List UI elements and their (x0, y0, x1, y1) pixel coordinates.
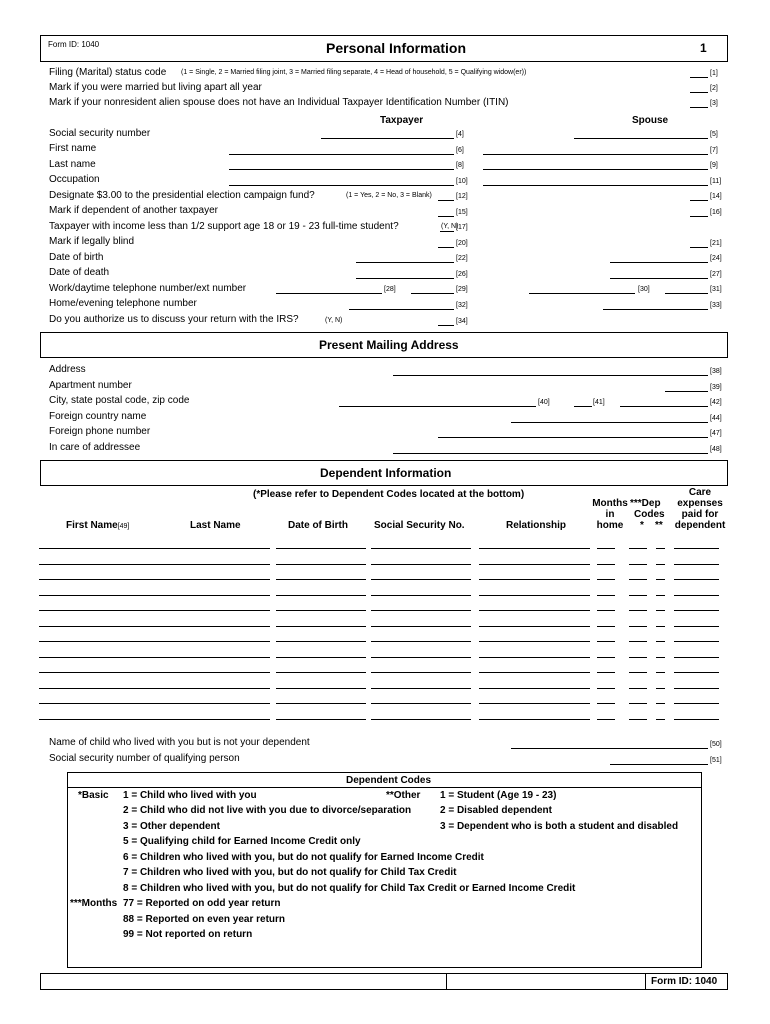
col-star1: * (640, 520, 644, 531)
dependent-row-8-first-name-input[interactable] (39, 657, 270, 658)
spouse-dob-input[interactable] (610, 262, 708, 263)
taxpayer-column-header: Taxpayer (380, 115, 424, 126)
dependent-row-12-dob-input[interactable] (371, 719, 471, 720)
dependent-row-9-first-name-input[interactable] (39, 672, 270, 673)
dependent-row-2-first-name-input[interactable] (39, 564, 270, 565)
col-months: Months in home (592, 498, 628, 531)
footer-form-id: Form ID: 1040 (651, 976, 718, 987)
care-of-label: In care of addressee (49, 442, 141, 453)
dependent-row-12-first-name-input[interactable] (39, 719, 270, 720)
codes-other-2: 2 = Disabled dependent (440, 805, 552, 816)
field-8-number: [8] (456, 162, 464, 169)
dependent-row-6-code2-input[interactable] (656, 626, 665, 627)
field-14-number: [14] (710, 193, 722, 200)
last-name-label: Last name (49, 159, 96, 170)
dependent-row-1-code2-input[interactable] (656, 548, 665, 549)
field-31-number: [31] (710, 286, 722, 293)
dependent-row-9-months-input[interactable] (597, 672, 615, 673)
dependent-row-4-code1-input[interactable] (629, 595, 647, 596)
field-12-number: [12] (456, 193, 468, 200)
spouse-work-ext-input[interactable] (665, 293, 708, 294)
field-32-number: [32] (456, 302, 468, 309)
spouse-first-name-input[interactable] (483, 154, 708, 155)
dependent-row-1-code1-input[interactable] (629, 548, 647, 549)
spouse-dod-input[interactable] (610, 278, 708, 279)
dependent-row-5-ssn-input[interactable] (479, 610, 590, 611)
field-5-number: [5] (710, 131, 718, 138)
dependent-row-6-ssn-input[interactable] (479, 626, 590, 627)
dependent-row-11-dob-input[interactable] (371, 703, 471, 704)
taxpayer-work-ext-input[interactable] (411, 293, 454, 294)
dependent-row-8-code2-input[interactable] (656, 657, 665, 658)
dependent-row-7-care-input[interactable] (674, 641, 719, 642)
dependent-row-1-last-name-input[interactable] (276, 548, 366, 549)
dependent-row-2-code2-input[interactable] (656, 564, 665, 565)
footer-divider-2 (645, 973, 646, 990)
field-3-input[interactable] (690, 107, 708, 108)
codes-basic-5: 5 = Qualifying child for Earned Income Credit only (123, 836, 361, 847)
dependent-row-4-months-input[interactable] (597, 595, 615, 596)
dependent-row-7-dob-input[interactable] (371, 641, 471, 642)
dependent-row-6-months-input[interactable] (597, 626, 615, 627)
codes-basic-3: 3 = Other dependent (123, 821, 220, 832)
field-21-number: [21] (710, 240, 722, 247)
dependent-row-1-dob-input[interactable] (371, 548, 471, 549)
address-input[interactable] (393, 375, 708, 376)
col-star2: ** (655, 520, 663, 531)
occupation-label: Occupation (49, 174, 100, 185)
foreign-phone-label: Foreign phone number (49, 426, 151, 437)
dependent-row-11-ssn-input[interactable] (479, 703, 590, 704)
dependent-row-4-care-input[interactable] (674, 595, 719, 596)
codes-basic-1: 1 = Child who lived with you (123, 790, 257, 801)
codes-months-99: 99 = Not reported on return (123, 929, 253, 940)
col-dob: Date of Birth (288, 520, 348, 531)
dependent-row-3-first-name-input[interactable] (39, 579, 270, 580)
taxpayer-home-phone-input[interactable] (349, 309, 454, 310)
col-first-name (66, 520, 129, 532)
dependent-row-12-code1-input[interactable] (629, 719, 647, 720)
dependent-row-11-code1-input[interactable] (629, 703, 647, 704)
codes-basic-2: 2 = Child who did not live with you due to divorce/separation (123, 805, 412, 816)
footer-divider-1 (446, 973, 447, 990)
student-income-note: (Y, N) (441, 223, 459, 230)
field-16-number: [16] (710, 209, 722, 216)
dependent-row-4-ssn-input[interactable] (479, 595, 590, 596)
dependent-row-2-months-input[interactable] (597, 564, 615, 565)
field-41-number: [41] (593, 399, 605, 406)
dependent-row-12-last-name-input[interactable] (276, 719, 366, 720)
dependent-row-3-code1-input[interactable] (629, 579, 647, 580)
qualifying-ssn-input[interactable] (610, 764, 708, 765)
dependent-row-1-first-name-input[interactable] (39, 548, 270, 549)
legally-blind-label: Mark if legally blind (49, 236, 135, 247)
field-40-number: [40] (538, 399, 550, 406)
first-name-label: First name (49, 143, 97, 154)
dependent-row-4-dob-input[interactable] (371, 595, 471, 596)
dependent-row-7-last-name-input[interactable] (276, 641, 366, 642)
spouse-campaign-input[interactable] (690, 200, 708, 201)
dependent-row-9-last-name-input[interactable] (276, 672, 366, 673)
dependent-row-5-last-name-input[interactable] (276, 610, 366, 611)
dependent-row-10-dob-input[interactable] (371, 688, 471, 689)
dependent-row-10-care-input[interactable] (674, 688, 719, 689)
dob-label: Date of birth (49, 252, 104, 263)
dependent-row-4-first-name-input[interactable] (39, 595, 270, 596)
dependent-row-7-code2-input[interactable] (656, 641, 665, 642)
dependent-note: (*Please refer to Dependent Codes located at the bottom) (253, 489, 525, 500)
field-22-number: [22] (456, 255, 468, 262)
dependent-row-9-code1-input[interactable] (629, 672, 647, 673)
taxpayer-dob-input[interactable] (356, 262, 454, 263)
care-of-input[interactable] (393, 453, 708, 454)
spouse-ssn-input[interactable] (574, 138, 708, 139)
taxpayer-first-name-input[interactable] (229, 154, 454, 155)
dependent-row-6-last-name-input[interactable] (276, 626, 366, 627)
dependent-row-9-ssn-input[interactable] (479, 672, 590, 673)
dependent-row-6-code1-input[interactable] (629, 626, 647, 627)
dependent-row-3-ssn-input[interactable] (479, 579, 590, 580)
dependent-of-another-label: Mark if dependent of another taxpayer (49, 205, 218, 216)
dependent-row-9-code2-input[interactable] (656, 672, 665, 673)
field-42-number: [42] (710, 399, 722, 406)
dependent-row-5-code2-input[interactable] (656, 610, 665, 611)
dependent-row-10-ssn-input[interactable] (479, 688, 590, 689)
field-6-number: [6] (456, 147, 464, 154)
taxpayer-student-input[interactable] (440, 231, 454, 232)
dependent-row-2-care-input[interactable] (674, 564, 719, 565)
filing-status-note: (1 = Single, 2 = Married filing joint, 3 = Married filing separate, 4 = Head of household, 5 = Qualifying widow(er)) (181, 69, 527, 76)
zip-input[interactable] (620, 406, 708, 407)
field-11-number: [11] (710, 178, 722, 185)
codes-title: Dependent Codes (346, 775, 432, 786)
field-1-number: [1] (710, 70, 718, 77)
spouse-dependent-of-another-input[interactable] (690, 216, 708, 217)
col-relationship: Relationship (506, 520, 567, 531)
dependent-row-10-code2-input[interactable] (656, 688, 665, 689)
field-2-input[interactable] (690, 92, 708, 93)
dod-label: Date of death (49, 267, 110, 278)
codes-months-77: 77 = Reported on odd year return (123, 898, 281, 909)
nonresident-spouse-label: Mark if your nonresident alien spouse does not have an Individual Taxpayer Identification Number (ITIN) (49, 97, 509, 108)
spouse-last-name-input[interactable] (483, 169, 708, 170)
campaign-fund-label: Designate $3.00 to the presidential election campaign fund? (49, 190, 315, 201)
dependent-row-11-last-name-input[interactable] (276, 703, 366, 704)
dependent-row-8-code1-input[interactable] (629, 657, 647, 658)
field-24-number: [24] (710, 255, 722, 262)
dependent-row-7-months-input[interactable] (597, 641, 615, 642)
dependent-row-1-care-input[interactable] (674, 548, 719, 549)
field-47-number: [47] (710, 430, 722, 437)
dependent-row-9-care-input[interactable] (674, 672, 719, 673)
dependent-row-5-code1-input[interactable] (629, 610, 647, 611)
spouse-work-phone-input[interactable] (529, 293, 635, 294)
codes-other-1: 1 = Student (Age 19 - 23) (440, 790, 557, 801)
married-apart-label: Mark if you were married but living apart all year (49, 82, 262, 93)
apartment-input[interactable] (665, 391, 708, 392)
country-label: Foreign country name (49, 411, 147, 422)
dependent-row-3-months-input[interactable] (597, 579, 615, 580)
field-1-input[interactable] (690, 77, 708, 78)
taxpayer-work-phone-input[interactable] (276, 293, 382, 294)
col-ssn: Social Security No. (374, 520, 465, 531)
form-id-small: Form ID: 1040 (48, 40, 100, 49)
field-39-number: [39] (710, 384, 722, 391)
codes-title-divider (67, 787, 702, 788)
city-input[interactable] (339, 406, 536, 407)
taxpayer-blind-input[interactable] (438, 247, 454, 248)
apartment-label: Apartment number (49, 380, 132, 391)
dependent-row-11-care-input[interactable] (674, 703, 719, 704)
field-2-number: [2] (710, 85, 718, 92)
codes-basic-7: 7 = Children who lived with you, but do not qualify for Child Tax Credit (123, 867, 457, 878)
dependent-row-4-last-name-input[interactable] (276, 595, 366, 596)
child-not-dependent-input[interactable] (511, 748, 708, 749)
taxpayer-dod-input[interactable] (356, 278, 454, 279)
codes-basic-label: *Basic (78, 790, 109, 801)
codes-basic-6: 6 = Children who lived with you, but do not qualify for Earned Income Credit (123, 852, 484, 863)
dependent-row-3-dob-input[interactable] (371, 579, 471, 580)
dependent-row-5-care-input[interactable] (674, 610, 719, 611)
field-10-number: [10] (456, 178, 468, 185)
codes-basic-8: 8 = Children who lived with you, but do not qualify for Child Tax Credit or Earned Income Credit (123, 883, 576, 894)
dependent-row-8-last-name-input[interactable] (276, 657, 366, 658)
col-care: Care expenses paid for dependent (674, 487, 726, 531)
dependent-row-10-code1-input[interactable] (629, 688, 647, 689)
foreign-phone-input[interactable] (438, 437, 708, 438)
field-3-number: [3] (710, 100, 718, 107)
taxpayer-campaign-input[interactable] (438, 200, 454, 201)
field-34-number: [34] (456, 318, 468, 325)
taxpayer-ssn-input[interactable] (321, 138, 454, 139)
dependent-row-12-care-input[interactable] (674, 719, 719, 720)
dependent-row-7-code1-input[interactable] (629, 641, 647, 642)
field-28-number: [28] (384, 286, 396, 293)
filing-status-label: Filing (Marital) status code (49, 67, 167, 78)
qualifying-ssn-label: Social security number of qualifying person (49, 753, 240, 764)
taxpayer-last-name-input[interactable] (229, 169, 454, 170)
col-last-name: Last Name (190, 520, 241, 531)
field-15-number: [15] (456, 209, 468, 216)
dependent-row-6-first-name-input[interactable] (39, 626, 270, 627)
dependent-row-7-ssn-input[interactable] (479, 641, 590, 642)
codes-months-88: 88 = Reported on even year return (123, 914, 286, 925)
field-4-number: [4] (456, 131, 464, 138)
field-51-number: [51] (710, 757, 722, 764)
dependent-title: Dependent Information (320, 466, 452, 480)
taxpayer-occupation-input[interactable] (229, 185, 454, 186)
dependent-row-8-months-input[interactable] (597, 657, 615, 658)
mailing-title: Present Mailing Address (319, 338, 459, 352)
ssn-label: Social security number (49, 128, 151, 139)
dependent-row-11-code2-input[interactable] (656, 703, 665, 704)
dependent-row-10-months-input[interactable] (597, 688, 615, 689)
dependent-row-12-ssn-input[interactable] (479, 719, 590, 720)
dependent-row-6-care-input[interactable] (674, 626, 719, 627)
page-title: Personal Information (326, 40, 467, 56)
dependent-row-5-dob-input[interactable] (371, 610, 471, 611)
dependent-row-10-last-name-input[interactable] (276, 688, 366, 689)
dependent-row-5-first-name-input[interactable] (39, 610, 270, 611)
student-income-label: Taxpayer with income less than 1/2 support age 18 or 19 - 23 full-time student? (49, 221, 399, 232)
dependent-row-2-code1-input[interactable] (629, 564, 647, 565)
dependent-row-12-code2-input[interactable] (656, 719, 665, 720)
dependent-row-10-first-name-input[interactable] (39, 688, 270, 689)
dependent-row-3-last-name-input[interactable] (276, 579, 366, 580)
field-29-number: [29] (456, 286, 468, 293)
page-number: 1 (700, 41, 707, 55)
field-49-number: [49] (117, 523, 130, 530)
field-38-number: [38] (710, 368, 722, 375)
spouse-blind-input[interactable] (690, 247, 708, 248)
field-50-number: [50] (710, 741, 722, 748)
state-input[interactable] (574, 406, 592, 407)
field-17-number: [17] (456, 224, 468, 231)
field-30-number: [30] (638, 286, 650, 293)
campaign-fund-note: (1 = Yes, 2 = No, 3 = Blank) (346, 192, 432, 199)
child-not-dependent-label: Name of child who lived with you but is not your dependent (49, 737, 310, 748)
dependent-row-9-dob-input[interactable] (371, 672, 471, 673)
dependent-row-12-months-input[interactable] (597, 719, 615, 720)
dependent-row-7-first-name-input[interactable] (39, 641, 270, 642)
authorize-irs-note: (Y, N) (325, 317, 343, 324)
dependent-row-5-months-input[interactable] (597, 610, 615, 611)
codes-months-label: ***Months (70, 898, 118, 909)
country-input[interactable] (511, 422, 708, 423)
dependent-row-2-last-name-input[interactable] (276, 564, 366, 565)
authorize-irs-label: Do you authorize us to discuss your return with the IRS? (49, 314, 299, 325)
dependent-row-3-code2-input[interactable] (656, 579, 665, 580)
dependent-row-11-first-name-input[interactable] (39, 703, 270, 704)
dependent-row-1-months-input[interactable] (597, 548, 615, 549)
codes-other-3: 3 = Dependent who is both a student and disabled (440, 821, 679, 832)
field-20-number: [20] (456, 240, 468, 247)
field-9-number: [9] (710, 162, 718, 169)
dependent-row-2-ssn-input[interactable] (479, 564, 590, 565)
dependent-row-11-months-input[interactable] (597, 703, 615, 704)
home-phone-label: Home/evening telephone number (49, 298, 197, 309)
dependent-row-6-dob-input[interactable] (371, 626, 471, 627)
dependent-row-8-ssn-input[interactable] (479, 657, 590, 658)
spouse-home-phone-input[interactable] (603, 309, 708, 310)
taxpayer-dependent-of-another-input[interactable] (438, 216, 454, 217)
field-44-number: [44] (710, 415, 722, 422)
field-7-number: [7] (710, 147, 718, 154)
city-label: City, state postal code, zip code (49, 395, 190, 406)
dependent-row-8-dob-input[interactable] (371, 657, 471, 658)
dependent-row-3-care-input[interactable] (674, 579, 719, 580)
work-phone-label: Work/daytime telephone number/ext number (49, 283, 247, 294)
field-48-number: [48] (710, 446, 722, 453)
field-26-number: [26] (456, 271, 468, 278)
spouse-column-header: Spouse (632, 115, 669, 126)
dependent-row-4-code2-input[interactable] (656, 595, 665, 596)
authorize-irs-input[interactable] (438, 325, 454, 326)
spouse-occupation-input[interactable] (483, 185, 708, 186)
field-33-number: [33] (710, 302, 722, 309)
address-label: Address (49, 364, 86, 375)
codes-other-label: **Other (386, 790, 421, 801)
col-dep-codes-top: ***Dep (630, 498, 661, 509)
field-27-number: [27] (710, 271, 722, 278)
dependent-row-8-care-input[interactable] (674, 657, 719, 658)
col-first-name-label: First Name (66, 520, 118, 531)
col-dep-codes: Codes (634, 509, 665, 520)
dependent-row-2-dob-input[interactable] (371, 564, 471, 565)
footer-box (40, 973, 728, 990)
dependent-row-1-ssn-input[interactable] (479, 548, 590, 549)
